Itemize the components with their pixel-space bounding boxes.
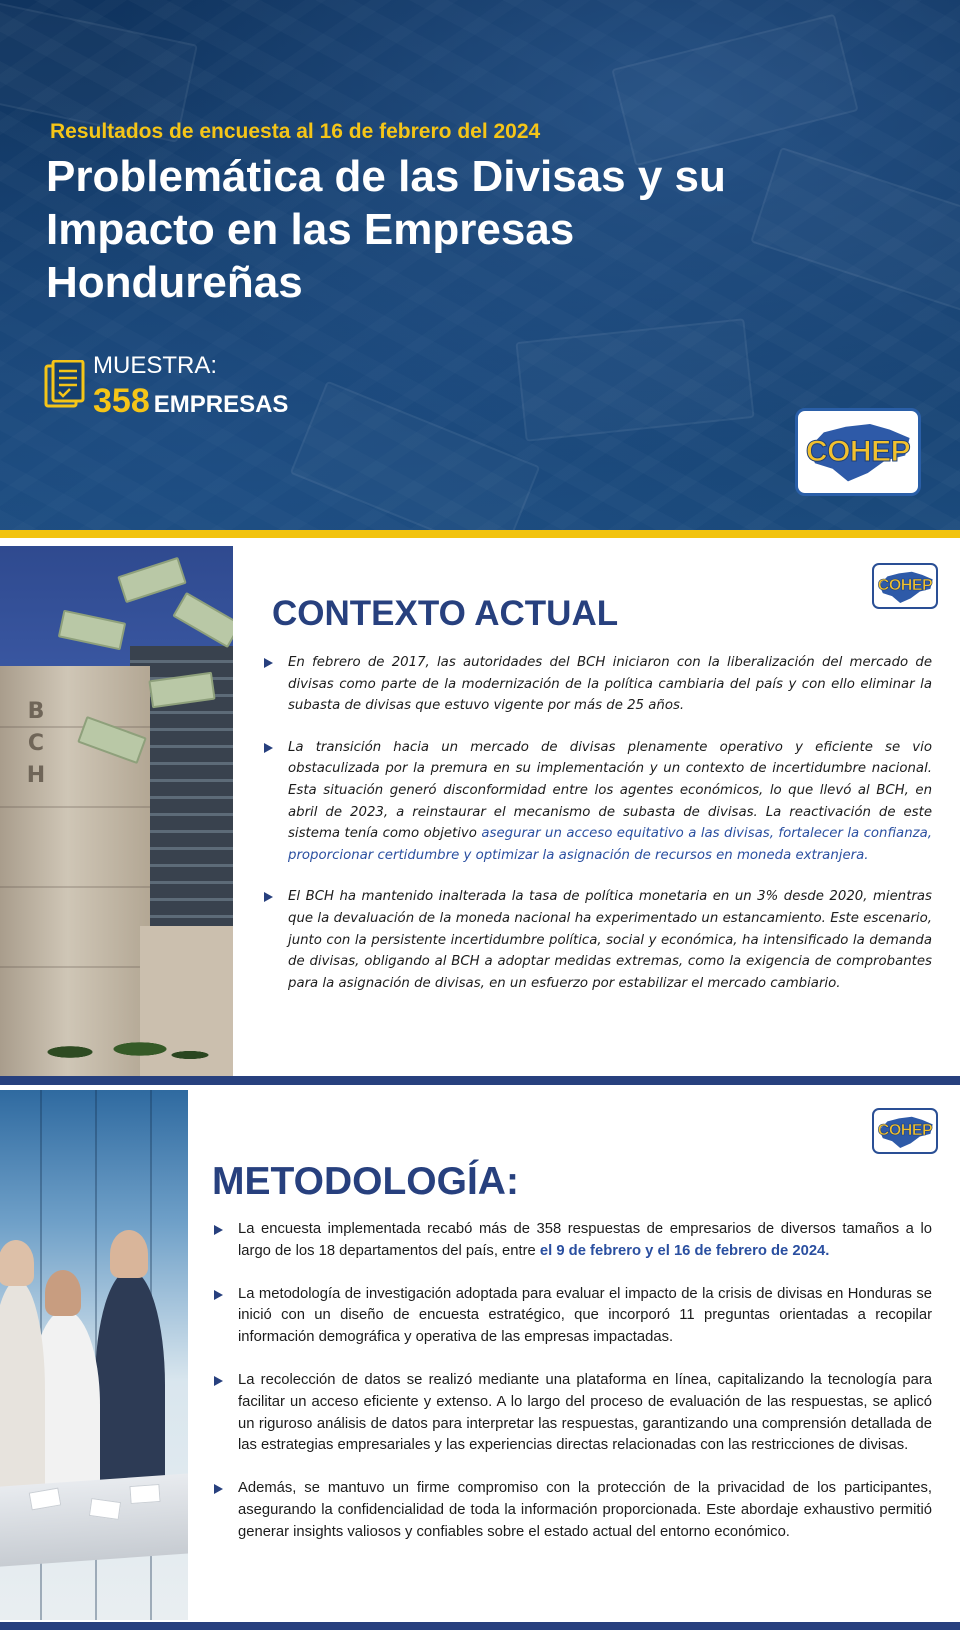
bullet-triangle-icon [214, 1290, 223, 1300]
document-list-icon [44, 360, 86, 410]
bullet-highlight: el 9 de febrero y el 16 de febrero de 2024. [539, 1242, 830, 1259]
page-title: Problemática de las Divisas y su Impacto en las Empresas Hondureñas [46, 152, 726, 307]
list-item [214, 1370, 932, 1457]
palm-trees [10, 1016, 210, 1076]
flying-banknote [117, 557, 187, 603]
person-grey-hair [0, 1280, 45, 1500]
list-item [214, 1284, 932, 1349]
cohep-logo [872, 563, 938, 609]
context-bullet-list [264, 652, 932, 1014]
methodology-section-title: METODOLOGÍA: [212, 1160, 519, 1203]
bullet-text: La metodología de investigación adoptada para evaluar el impacto de la crisis de divisas en Honduras se inició con un diseño de encuesta estratégico, que incorporó 11 preguntas orientadas a recopilar información demográfica y operativa de las empresas impactadas. [238, 1285, 932, 1346]
bch-tower [0, 666, 150, 1076]
sample-size [93, 382, 288, 421]
bullet-text: La transición hacia un mercado de divisas plenamente operativo y eficiente se vio obstaculizada por la premura en su implementación y un contexto de incertidumbre nacional. Esta situación generó disconformidad entre los agentes económicos, lo que llevó al BCH, en abril de 2023, a reinstaurar el mecanismo de subasta de divisas. La reactivación de este sistema tenía como objetivo [288, 739, 932, 842]
background-banknote [515, 318, 754, 441]
survey-date-subtitle: Resultados de encuesta al 16 de febrero del 2024 [50, 120, 541, 143]
bullet-triangle-icon [214, 1376, 223, 1386]
background-banknote [750, 147, 960, 313]
bullet-text: La encuesta implementada recabó más de 358 respuestas de empresarios de diversos tamaños a lo largo de los 18 departamentos del país, entre [238, 1221, 932, 1259]
context-section-title: CONTEXTO ACTUAL [272, 594, 619, 633]
bullet-text: La recolección de datos se realizó mediante una plataforma en línea, capitalizando la tecnología para facilitar un acceso eficiente y extenso. A lo largo del proceso de evaluación de las respuestas, se aplicó un riguroso análisis de datos para interpretar las respuestas, garantizando una comprensión detallada de las estrategias empresariales y las experiencias directas relacionadas con las restricciones de divisas. [238, 1371, 932, 1454]
list-item [264, 737, 932, 867]
methodology-bullet-list [214, 1219, 932, 1565]
person-head [45, 1270, 81, 1316]
person-head [0, 1240, 34, 1286]
yellow-divider [0, 530, 960, 538]
flying-banknote [58, 610, 126, 651]
cohep-logo-text: COHEP [877, 1122, 933, 1139]
cohep-logo-text: COHEP [805, 435, 911, 468]
bullet-triangle-icon [264, 892, 273, 902]
bullet-triangle-icon [264, 743, 273, 753]
bullet-text: Además, se mantuvo un firme compromiso con la protección de la privacidad de los participantes, asegurando la confidencialidad de toda la información proporcionada. Este abordaje exhaustivo permitió generar insights valiosos y confiables sobre el estado actual del entorno económico. [238, 1480, 932, 1540]
cohep-logo [795, 408, 921, 496]
person-head [110, 1230, 148, 1278]
sample-unit: EMPRESAS [153, 391, 289, 418]
section-divider [0, 1076, 960, 1085]
paper-sheet [129, 1484, 160, 1504]
bullet-triangle-icon [264, 658, 273, 668]
bch-building-photo [0, 546, 233, 1076]
bullet-triangle-icon [214, 1225, 223, 1235]
section-divider [0, 1622, 960, 1630]
bch-sign: B C H [26, 699, 46, 788]
list-item [214, 1478, 932, 1543]
list-item [264, 886, 932, 994]
business-meeting-photo [0, 1090, 188, 1620]
header-banner [0, 0, 960, 530]
background-banknote [611, 14, 858, 167]
meeting-table [0, 1473, 188, 1568]
sample-count: 358 [93, 382, 150, 420]
list-item [214, 1219, 932, 1263]
cohep-logo-text: COHEP [877, 577, 933, 594]
cohep-logo [872, 1108, 938, 1154]
sample-label: MUESTRA: [93, 352, 218, 379]
bullet-triangle-icon [214, 1484, 223, 1494]
list-item [264, 652, 932, 717]
background-banknote [290, 381, 541, 530]
bullet-highlight: asegurar un acceso equitativo a las divisas, fortalecer la confianza, proporcionar certidumbre y optimizar la asignación de recursos en moneda extranjera. [288, 826, 932, 863]
person-suit [95, 1270, 165, 1500]
bullet-text: En febrero de 2017, las autoridades del BCH iniciaron con la liberalización del mercado de divisas como parte de la modernización de la política cambiaria del país y con ello eliminar la subasta de divisas que estuvo vigente por más de 25 años. [288, 655, 932, 714]
bullet-text: El BCH ha mantenido inalterada la tasa de política monetaria en un 3% desde 2020, mientras que la devaluación de la moneda nacional ha experimentado un estancamiento. Este escenario, junto con la persistente incertidumbre política, social y económica, ha intensificado la demanda de divisas, obligando al BCH a adoptar medidas extremas, como la exigencia de comprobantes para la asignación de divisas, en un esfuerzo por estabilizar el mercado cambiario. [288, 889, 932, 991]
flying-banknote [172, 592, 233, 648]
